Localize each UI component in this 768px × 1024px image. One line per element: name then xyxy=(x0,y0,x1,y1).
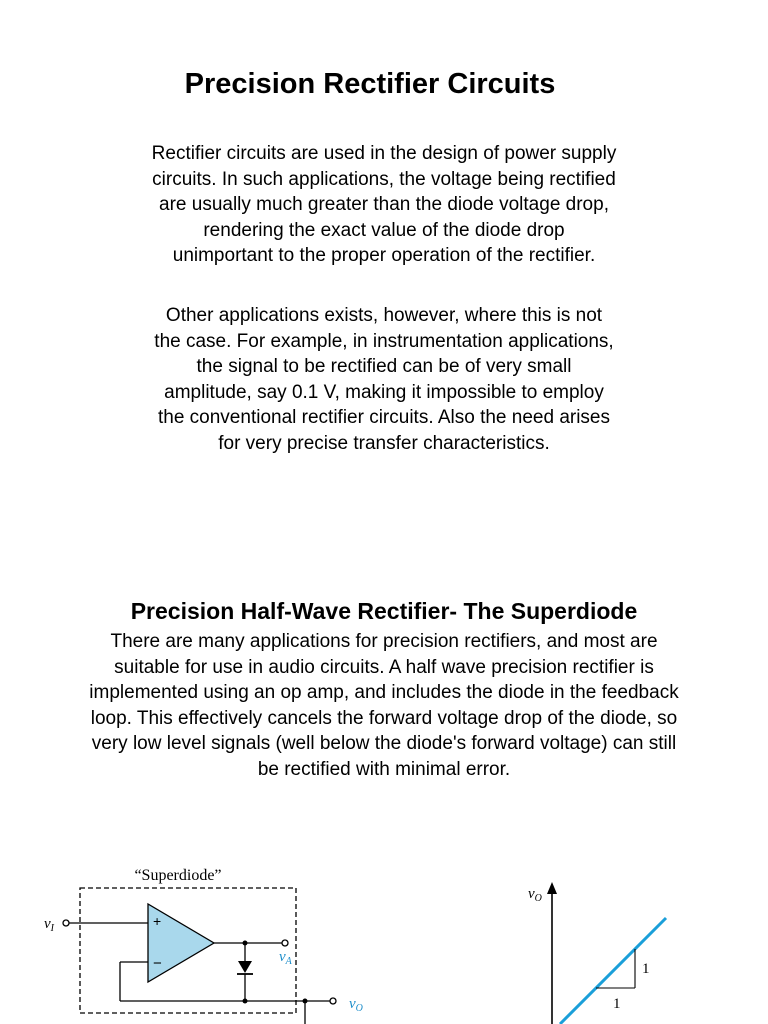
page-title: Precision Rectifier Circuits xyxy=(184,68,556,100)
slope-rise-label: 1 xyxy=(642,961,650,977)
vo-label: $v_O$ xyxy=(349,996,363,1014)
section-title: Precision Half-Wave Rectifier- The Superdiode xyxy=(130,598,638,624)
diode-symbol xyxy=(238,961,252,973)
opamp-plus-sign: + xyxy=(153,913,162,929)
axis-arrow-icon xyxy=(547,882,557,894)
input-label: $v_I$ xyxy=(44,916,55,934)
opamp-minus-sign: − xyxy=(153,955,162,972)
va-label: $v_A$ xyxy=(279,949,292,967)
vo-terminal xyxy=(330,998,336,1004)
input-terminal xyxy=(63,920,69,926)
vo-axis-label: $v_O$ xyxy=(528,886,542,904)
superdiode-circuit-diagram xyxy=(0,860,380,1024)
intro-paragraph-1: Rectifier circuits are used in the design of power supply circuits. In such applications, the voltage being rectified are usually much greater than the diode voltage drop, rendering the exact value of the diode drop unimportant to the proper operation of the rectifier. xyxy=(151,143,617,266)
section-body: There are many applications for precision rectifiers, and most are suitable for use in audio circuits. A half wave precision rectifier is implemented using an op amp, and includes the diode in the feedback loop. This effectively cancels the forward voltage drop of the diode, so very low level signals (well below the diode's forward voltage) can still be rectified with minimal error. xyxy=(89,631,679,780)
intro-paragraph-2: Other applications exists, however, where this is not the case. For example, in instrumentation applications, the signal to be rectified can be of very small amplitude, say 0.1 V, making it impossible to employ the conventional rectifier circuits. Also the need arises for very precise transfer characteristics. xyxy=(154,305,614,454)
superdiode-label: “Superdiode” xyxy=(134,867,222,884)
slope-run-label: 1 xyxy=(613,996,621,1012)
transfer-characteristic-plot xyxy=(500,870,700,1024)
va-terminal xyxy=(282,940,288,946)
